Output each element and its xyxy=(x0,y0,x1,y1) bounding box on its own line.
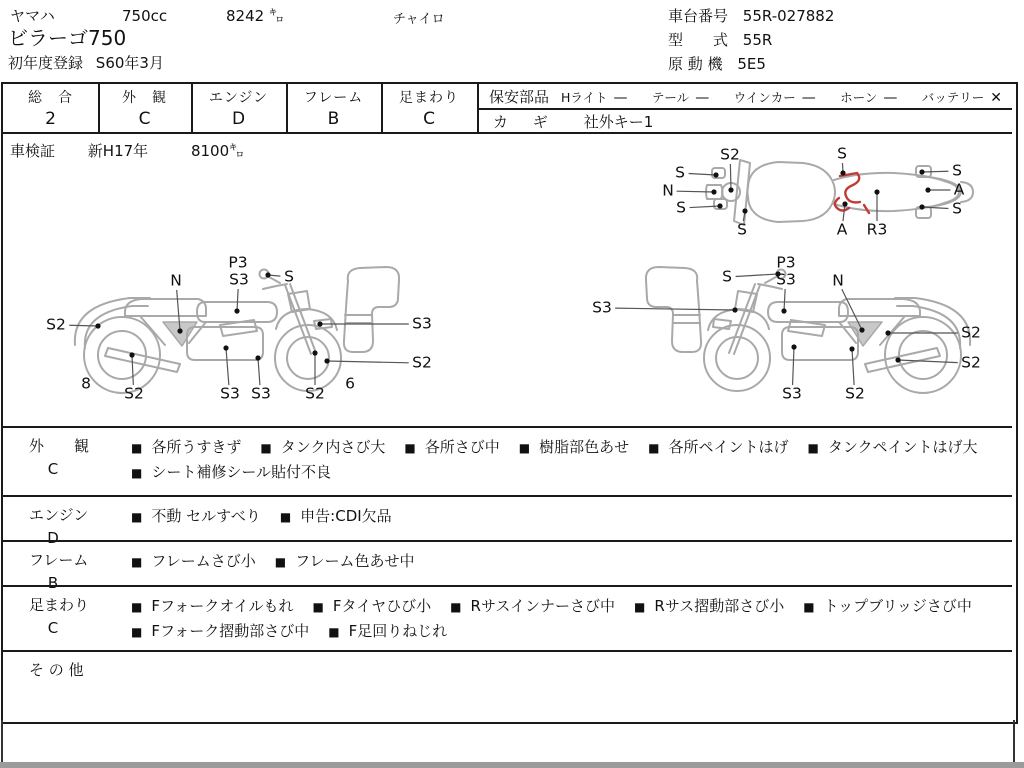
damage-code-label: P3 xyxy=(776,253,796,272)
first-registration xyxy=(8,54,164,72)
defect-item: トップブリッジさび中 xyxy=(823,597,972,615)
defect-item: 申告:CDI欠品 xyxy=(300,507,392,525)
key-label: カ ギ xyxy=(493,112,558,131)
defect-item: 各所さび中 xyxy=(424,438,500,456)
section-grade: B xyxy=(47,574,59,592)
section-row-frame xyxy=(3,540,1012,592)
damage-code-label: 8 xyxy=(81,374,91,393)
first-registration-label: 初年度登録 xyxy=(8,54,84,72)
damage-code-label: S2 xyxy=(720,145,740,164)
mark-point-dot xyxy=(223,345,228,350)
section-name: そ の 他 xyxy=(29,661,84,679)
mark-point-dot xyxy=(317,321,322,326)
mileage: 8242 ㌔ xyxy=(226,7,284,25)
mark-point-dot xyxy=(925,187,930,192)
defect-item: 各所うすきず xyxy=(151,438,242,456)
leader-line xyxy=(852,349,854,385)
chassis-label: 車台番号 xyxy=(668,7,729,25)
section-name: 外 観 xyxy=(29,437,90,455)
damage-code-label: R3 xyxy=(866,220,888,239)
model-name: ビラーゴ750 xyxy=(8,26,127,50)
leader-line xyxy=(677,191,714,192)
defect-item: 不動 セルすべり xyxy=(151,507,261,525)
damage-code-label: S xyxy=(952,199,962,218)
damage-code-label: S xyxy=(737,220,747,239)
grade-label: 足まわり xyxy=(399,90,459,106)
defect-bullet-icon: ■ xyxy=(518,441,531,455)
grade-label: 外 観 xyxy=(122,90,167,106)
damage-code-label: S2 xyxy=(412,353,432,372)
damage-code-label: S3 xyxy=(412,314,432,333)
safety-parts-row xyxy=(481,84,1016,108)
grade-cell-undercarriage xyxy=(381,84,477,132)
mark-point-dot xyxy=(874,189,879,194)
defect-bullet-icon: ■ xyxy=(807,441,819,455)
mark-point-dot xyxy=(919,169,924,174)
body-color: チャイロ xyxy=(393,12,445,27)
leader-line xyxy=(327,361,409,363)
damage-code-label: A xyxy=(836,220,848,239)
grade-cell-overall xyxy=(3,84,98,132)
section-row-other xyxy=(3,650,1012,722)
key-row xyxy=(481,110,1016,132)
damage-code-label: S xyxy=(676,198,686,217)
grade-value: C xyxy=(423,109,435,129)
grade-label: エンジン xyxy=(208,90,269,106)
grade-cell-exterior xyxy=(98,84,191,132)
key-value: 社外キー1 xyxy=(583,112,654,131)
engine-code xyxy=(668,55,766,73)
maker-name: ヤマハ xyxy=(10,7,55,25)
damage-code-label: S xyxy=(837,144,847,163)
bike-left-view-diagram xyxy=(30,253,450,411)
defect-bullet-icon: ■ xyxy=(260,441,272,455)
leader-line xyxy=(690,206,720,208)
defect-bullet-icon: ■ xyxy=(803,600,815,614)
mark-point-dot xyxy=(711,189,716,194)
defect-item: タンク内さび大 xyxy=(280,438,386,456)
damage-code-label: N xyxy=(170,271,182,290)
damage-code-label: S3 xyxy=(229,270,249,289)
type-code xyxy=(668,31,772,49)
inspection-mileage: 8100㌔ xyxy=(190,142,245,160)
defect-bullet-icon: ■ xyxy=(404,441,416,455)
engine-value: 5E5 xyxy=(737,55,766,73)
section-defect-list xyxy=(131,594,1007,644)
defect-item: フレーム色あせ中 xyxy=(295,552,415,570)
mark-point-dot xyxy=(255,355,260,360)
safety-part: バッテリー ✕ xyxy=(921,89,1002,106)
defect-item: 樹脂部色あせ xyxy=(539,438,630,456)
mark-point-dot xyxy=(717,203,722,208)
defect-item: Rサスインナーさび中 xyxy=(470,597,616,615)
section-name: エンジン xyxy=(29,506,89,524)
grade-value: B xyxy=(327,109,340,129)
mark-point-dot xyxy=(234,308,239,313)
damage-code-label: 6 xyxy=(345,374,355,393)
leader-line xyxy=(730,164,731,190)
section-name: フレーム xyxy=(29,551,89,569)
grade-cell-frame xyxy=(286,84,381,132)
safety-part: ホーン — xyxy=(840,89,898,106)
defect-item: フレームさび小 xyxy=(151,552,256,570)
mark-point-dot xyxy=(129,352,134,357)
type-label: 型 式 xyxy=(668,31,729,49)
section-defect-list xyxy=(131,504,1007,529)
defect-bullet-icon: ■ xyxy=(648,441,660,455)
mark-point-dot xyxy=(895,357,900,362)
section-grade: C xyxy=(47,619,59,637)
section-row-exterior xyxy=(3,426,1012,497)
leader-line xyxy=(132,355,133,385)
mark-point-dot xyxy=(919,204,924,209)
safety-parts-items xyxy=(549,87,1016,106)
leader-line xyxy=(69,325,98,326)
damage-code-label: S xyxy=(722,267,732,286)
damage-code-label: S2 xyxy=(305,384,325,403)
damage-code-label: S2 xyxy=(961,353,981,372)
section-defect-list xyxy=(131,549,1007,574)
leader-line xyxy=(237,289,238,311)
damage-code-label: S2 xyxy=(845,384,865,403)
damage-code-label: P3 xyxy=(228,253,248,272)
defect-item: F足回りねじれ xyxy=(348,622,448,640)
mark-point-dot xyxy=(842,201,847,206)
bike-top-view-diagram xyxy=(628,135,1013,250)
damage-code-label: A xyxy=(953,180,965,199)
grade-cell-engine xyxy=(191,84,286,132)
inspection-value: 新H17年 xyxy=(87,142,149,160)
page-edge-right xyxy=(1013,720,1015,762)
inspection-certificate xyxy=(10,140,244,161)
section-row-undercarriage xyxy=(3,585,1012,652)
mark-point-dot xyxy=(840,170,845,175)
grade-value: 2 xyxy=(45,109,56,129)
mark-point-dot xyxy=(728,187,733,192)
chassis-value: 55R-027882 xyxy=(742,7,835,25)
damage-code-label: S xyxy=(284,267,294,286)
damage-code-label: S2 xyxy=(124,384,144,403)
chassis-number xyxy=(668,7,834,25)
defect-bullet-icon: ■ xyxy=(279,510,292,524)
defect-item: Fフォークオイルもれ xyxy=(151,597,294,615)
defect-bullet-icon: ■ xyxy=(131,600,143,614)
defect-bullet-icon: ■ xyxy=(131,466,143,480)
safety-part: ウインカー — xyxy=(733,89,816,106)
leader-line xyxy=(793,347,794,385)
mark-point-dot xyxy=(95,323,100,328)
section-name: 足まわり xyxy=(29,596,90,614)
damage-code-label: S xyxy=(952,161,962,180)
grade-label: 総 合 xyxy=(28,90,73,106)
scan-bottom-strip xyxy=(0,762,1024,768)
grade-label: フレーム xyxy=(303,90,364,106)
section-row-engine xyxy=(3,495,1012,547)
safety-part: テール — xyxy=(651,89,710,106)
defect-item: Fタイヤひび小 xyxy=(332,597,432,615)
defect-bullet-icon: ■ xyxy=(328,625,340,639)
damage-code-label: S2 xyxy=(961,323,981,342)
first-registration-value: S60年3月 xyxy=(95,54,164,72)
defect-bullet-icon: ■ xyxy=(634,600,646,614)
mark-point-dot xyxy=(781,308,786,313)
mark-point-dot xyxy=(265,272,270,277)
defect-item: タンクペイントはげ大 xyxy=(827,438,978,456)
mark-point-dot xyxy=(177,328,182,333)
safety-parts-label: 保安部品 xyxy=(489,87,550,106)
safety-part: Hライト — xyxy=(561,89,628,106)
defect-bullet-icon: ■ xyxy=(312,600,324,614)
leader-line xyxy=(922,171,948,172)
type-value: 55R xyxy=(742,31,773,49)
defect-bullet-icon: ■ xyxy=(131,510,143,524)
leader-line xyxy=(258,358,260,385)
mark-point-dot xyxy=(742,208,747,213)
defect-bullet-icon: ■ xyxy=(131,441,143,455)
mark-point-dot xyxy=(713,172,718,177)
leader-line xyxy=(784,289,785,311)
mark-point-dot xyxy=(324,358,329,363)
mark-point-dot xyxy=(849,346,854,351)
leader-line xyxy=(615,308,735,310)
defect-item: Rサス摺動部さび小 xyxy=(654,597,785,615)
inspection-label: 車検証 xyxy=(10,142,56,160)
page-edge-left xyxy=(1,720,3,762)
section-grade: C xyxy=(47,460,59,478)
mark-point-dot xyxy=(885,330,890,335)
defect-item: Fフォーク摺動部さび中 xyxy=(151,622,310,640)
leader-line xyxy=(736,274,778,276)
leader-line xyxy=(898,360,958,363)
damage-code-label: N xyxy=(832,271,844,290)
damage-code-label: S3 xyxy=(220,384,240,403)
damage-code-label: S xyxy=(675,163,685,182)
mark-point-dot xyxy=(791,344,796,349)
defect-bullet-icon: ■ xyxy=(450,600,462,614)
section-grade: D xyxy=(47,529,59,547)
mark-point-dot xyxy=(312,350,317,355)
divider xyxy=(3,132,1012,134)
displacement: 750cc xyxy=(122,7,168,25)
defect-bullet-icon: ■ xyxy=(274,555,287,569)
defect-bullet-icon: ■ xyxy=(131,625,143,639)
damage-code-label: S3 xyxy=(776,270,796,289)
engine-label: 原 動 機 xyxy=(668,55,723,73)
defect-bullet-icon: ■ xyxy=(131,555,143,569)
defect-item: シート補修シール貼付不良 xyxy=(151,463,332,481)
damage-code-label: S2 xyxy=(46,315,66,334)
grade-value: C xyxy=(138,109,151,129)
damage-code-label: S3 xyxy=(251,384,271,403)
mark-point-dot xyxy=(859,327,864,332)
damage-code-label: S3 xyxy=(592,298,612,317)
section-defect-list xyxy=(131,435,1007,485)
defect-item: 各所ペイントはげ xyxy=(668,438,789,456)
grade-value: D xyxy=(231,109,246,129)
damage-code-label: N xyxy=(662,181,674,200)
damage-code-label: S3 xyxy=(782,384,802,403)
mark-point-dot xyxy=(732,307,737,312)
leader-line xyxy=(226,348,229,385)
bike-right-view-diagram xyxy=(575,253,1015,411)
